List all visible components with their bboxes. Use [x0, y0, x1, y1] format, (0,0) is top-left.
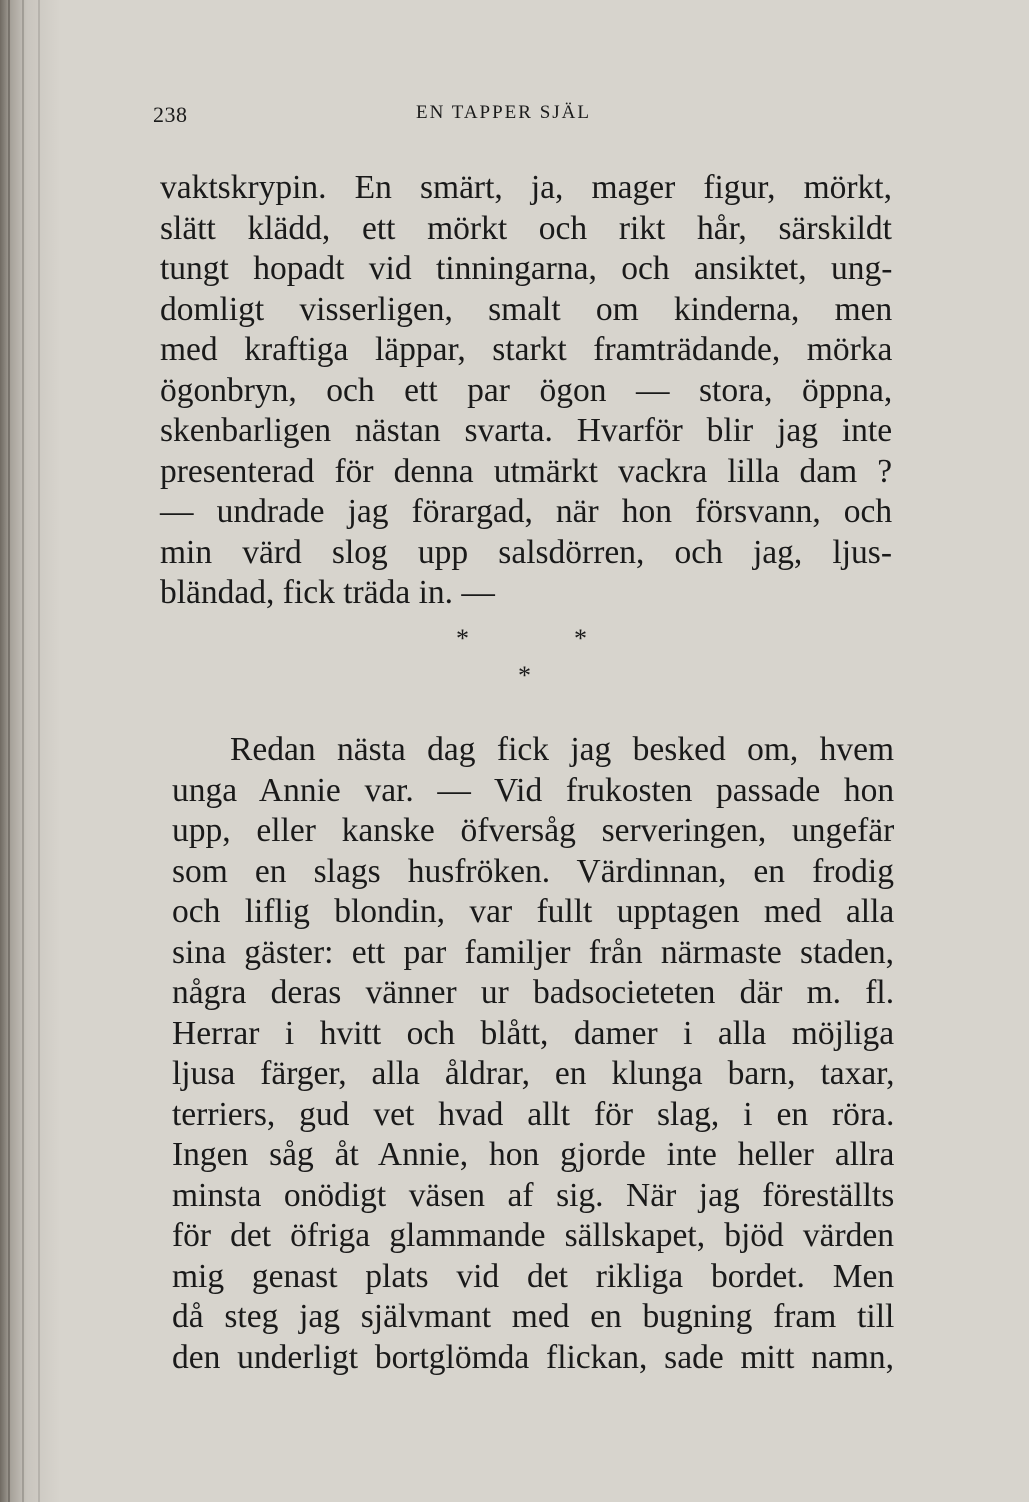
running-head: EN TAPPER SJÄL — [416, 102, 591, 123]
page-number: 238 — [153, 102, 188, 127]
text-line: — undrade jag förargad, när hon försvann, och — [160, 493, 893, 530]
text-line: och liflig blondin, var fullt upptagen med alla — [172, 893, 895, 930]
text-line: upp, eller kanske öfversåg serveringen, ungefär — [172, 812, 895, 849]
text-line: vaktskrypin. En smärt, ja, mager figur, mörkt, — [160, 169, 892, 206]
text-line: Herrar i hvitt och blått, damer i alla möjliga — [172, 1014, 895, 1052]
text-line: för det öfriga glammande sällskapet, bjöd värden — [172, 1217, 894, 1254]
paragraph-2 — [172, 730, 894, 1378]
text-line: Ingen såg åt Annie, hon gjorde inte heller allra — [172, 1136, 895, 1173]
text-line: ljusa färger, alla åldrar, en klunga barn, taxar, — [172, 1055, 895, 1092]
asterisk-ornament: * — [518, 661, 531, 690]
text-line: slätt klädd, ett mörkt och rikt hår, särskildt — [160, 209, 892, 247]
text-line: tungt hopadt vid tinningarna, och ansiktet, ung- — [160, 250, 893, 287]
text-line: som en slags husfröken. Värdinnan, en frodig — [172, 852, 894, 890]
text-line: den underligt bortglömda flickan, sade mitt namn, — [172, 1338, 894, 1376]
text-line: då steg jag självmant med en bugning fram till — [172, 1298, 895, 1335]
text-line: ögonbryn, och ett par ögon — stora, öppna, — [160, 371, 893, 409]
text-line: terriers, gud vet hvad allt för slag, i en röra. — [172, 1095, 895, 1133]
text-line: några deras vänner ur badsocieteten där m. fl. — [172, 974, 895, 1011]
text-line: bländad, fick träda in. — — [160, 574, 495, 611]
text-line: min värd slog upp salsdörren, och jag, ljus- — [160, 533, 892, 571]
text-line: minsta onödigt väsen af sig. När jag föreställts — [172, 1176, 895, 1214]
text-line: sina gäster: ett par familjer från närmaste staden, — [172, 933, 894, 971]
text-line: unga Annie var. — Vid frukosten passade hon — [172, 771, 895, 809]
asterisk-ornament: * — [574, 624, 587, 653]
paragraph-1 — [160, 168, 892, 614]
text-line: mig genast plats vid det rikliga bordet. Men — [172, 1257, 895, 1295]
text-line: skenbarligen nästan svarta. Hvarför blir jag inte — [160, 412, 893, 449]
text-line: domligt visserligen, smalt om kinderna, men — [160, 290, 893, 328]
asterisk-ornament: * — [456, 624, 469, 653]
text-line: med kraftiga läppar, starkt framträdande, mörka — [160, 331, 893, 368]
text-line: presenterad för denna utmärkt vackra lilla dam ? — [160, 452, 893, 490]
page-header — [153, 102, 623, 132]
text-line: Redan nästa dag fick jag besked om, hvem — [230, 731, 895, 768]
